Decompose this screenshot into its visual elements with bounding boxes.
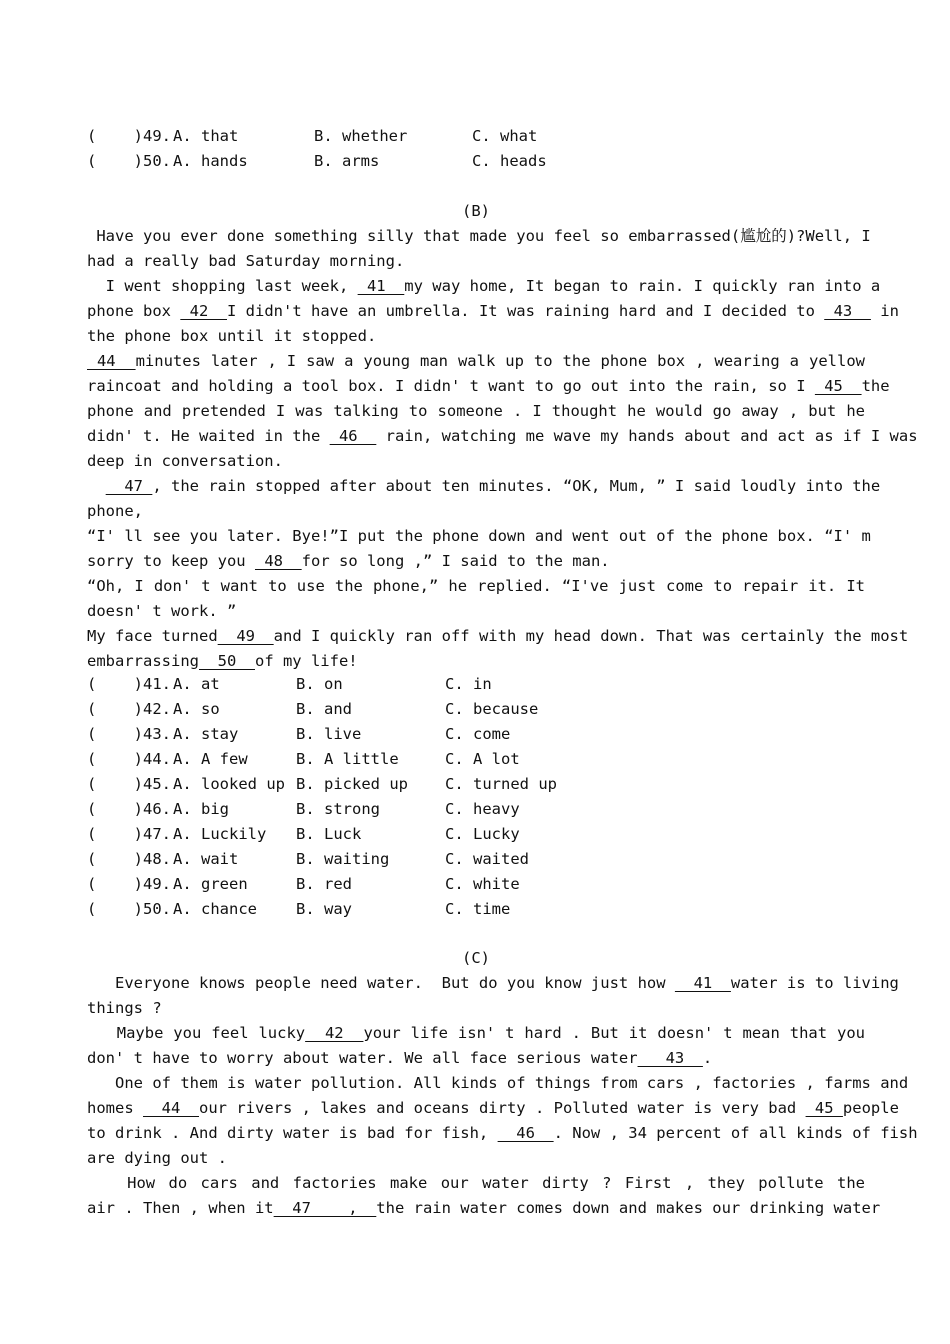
question-number: ( )49. — [87, 875, 171, 893]
option-a: A. A few — [173, 750, 248, 768]
option-c: C. in — [445, 675, 492, 693]
passage-line: “Oh, I don' t want to use the phone,” he replied. “I've just come to repair it. It — [87, 577, 865, 595]
passage-line: I went shopping last week, 41 my way home, It began to rain. I quickly ran into a — [87, 277, 881, 295]
option-b: B. on — [296, 675, 343, 693]
passage-line: phone and pretended I was talking to someone . I thought he would go away , but he — [87, 402, 865, 420]
option-row — [87, 847, 865, 872]
option-a: A. looked up — [173, 775, 285, 793]
option-row — [87, 897, 865, 922]
question-number: ( )46. — [87, 800, 171, 818]
option-a: A. so — [173, 700, 220, 718]
blank-43: 43 — [824, 302, 871, 320]
blank-48: 48 — [254, 552, 302, 570]
blank-44: 44 — [143, 1099, 199, 1117]
option-row — [87, 797, 865, 822]
option-c: C. time — [445, 900, 511, 918]
option-b: B. A little — [296, 750, 399, 768]
option-a: A. at — [173, 675, 220, 693]
section-b-heading: (B) — [462, 202, 490, 220]
option-row: ( )49. A. that B. whether C. what — [87, 127, 538, 145]
question-number: ( )48. — [87, 850, 171, 868]
option-c: C. because — [445, 700, 539, 718]
option-row — [87, 747, 865, 772]
passage-line: didn' t. He waited in the 46 rain, watching me wave my hands about and act as if I was — [87, 427, 918, 445]
passage-line: My face turned 49 and I quickly ran off with my head down. That was certainly the most — [87, 627, 909, 645]
option-row: ( )50. A. hands B. arms C. heads — [87, 152, 547, 170]
passage-line: the phone box until it stopped. — [87, 327, 377, 345]
question-number: ( )43. — [87, 725, 171, 743]
blank-47: 47 , — [273, 1199, 377, 1217]
passage-line: Have you ever done something silly that made you feel so embarrassed(尴尬的)?Well, I — [87, 227, 871, 245]
passage-line: deep in conversation. — [87, 452, 283, 470]
option-row — [87, 672, 865, 697]
option-c: C. waited — [445, 850, 529, 868]
option-c: C. Lucky — [445, 825, 520, 843]
option-a: A. wait — [173, 850, 239, 868]
option-b: B. way — [296, 900, 352, 918]
option-a: A. chance — [173, 900, 257, 918]
option-c: C. heavy — [445, 800, 520, 818]
blank-49: 49 — [217, 627, 274, 645]
question-number: ( )41. — [87, 675, 171, 693]
passage-line: phone, — [87, 502, 143, 520]
passage-line: air . Then , when it 47 , the rain water comes down and makes our drinking water — [87, 1199, 881, 1217]
option-a: A. green — [173, 875, 248, 893]
option-a: A. Luckily — [173, 825, 267, 843]
passage-line: phone box 42 I didn't have an umbrella. It was raining hard and I decided to 43 in — [87, 302, 899, 320]
option-b: B. and — [296, 700, 352, 718]
option-b: B. Luck — [296, 825, 362, 843]
blank-45: 45 — [805, 1099, 843, 1117]
passage-line: How do cars and factories make our water dirty ? First , they pollute the — [87, 1174, 865, 1192]
option-b: B. red — [296, 875, 352, 893]
passage-line: had a really bad Saturday morning. — [87, 252, 405, 270]
option-row — [87, 722, 865, 747]
question-number: ( )47. — [87, 825, 171, 843]
passage-line: Everyone knows people need water. But do you know just how 41 water is to living — [87, 974, 899, 992]
passage-line: raincoat and holding a tool box. I didn' t want to go out into the rain, so I 45 the — [87, 377, 890, 395]
blank-41: 41 — [674, 974, 731, 992]
blank-50: 50 — [198, 652, 255, 670]
option-c: C. white — [445, 875, 520, 893]
blank-45: 45 — [814, 377, 862, 395]
option-b: B. live — [296, 725, 362, 743]
passage-line: doesn' t work. ” — [87, 602, 237, 620]
section-c-heading: (C) — [462, 949, 490, 967]
blank-47: 47 — [105, 477, 153, 495]
option-b: B. waiting — [296, 850, 390, 868]
blank-46: 46 — [497, 1124, 554, 1142]
passage-line: are dying out . — [87, 1149, 227, 1167]
option-c: C. come — [445, 725, 511, 743]
passage-line: things ? — [87, 999, 162, 1017]
option-b: B. picked up — [296, 775, 408, 793]
option-row — [87, 872, 865, 897]
option-row — [87, 697, 865, 722]
passage-line: Maybe you feel lucky 42 your life isn' t hard . But it doesn' t mean that you — [87, 1024, 865, 1042]
question-number: ( )42. — [87, 700, 171, 718]
passage-line: 47 , the rain stopped after about ten minutes. “OK, Mum, ” I said loudly into the — [105, 477, 881, 495]
passage-line: sorry to keep you 48 for so long ,” I said to the man. — [87, 552, 610, 570]
blank-43: _ 43 — [637, 1049, 703, 1067]
passage-line: embarrassing 50 of my life! — [87, 652, 358, 670]
question-number: ( )45. — [87, 775, 171, 793]
passage-line: to drink . And dirty water is bad for fish, 46 . Now , 34 percent of all kinds of fish — [87, 1124, 918, 1142]
blank-42: 42 — [180, 302, 227, 320]
question-number: ( )50. — [87, 900, 171, 918]
passage-line: 44 minutes later , I saw a young man walk up to the phone box , wearing a yellow — [87, 352, 865, 370]
option-a: A. big — [173, 800, 229, 818]
passage-line: homes 44 our rivers , lakes and oceans dirty . Polluted water is very bad 45 people — [87, 1099, 899, 1117]
question-number: ( )44. — [87, 750, 171, 768]
passage-line: “I' ll see you later. Bye!”I put the phone down and went out of the phone box. “I' m — [87, 527, 871, 545]
passage-line: One of them is water pollution. All kinds of things from cars , factories , farms and — [87, 1074, 909, 1092]
option-c: C. A lot — [445, 750, 520, 768]
blank-44: 44 — [87, 352, 136, 370]
blank-41: 41 — [357, 277, 405, 295]
option-b: B. strong — [296, 800, 380, 818]
option-row — [87, 772, 865, 797]
passage-line: don' t have to worry about water. We all face serious water_ 43 . — [87, 1049, 713, 1067]
option-row — [87, 822, 865, 847]
blank-46: 46 — [329, 427, 377, 445]
option-a: A. stay — [173, 725, 239, 743]
option-c: C. turned up — [445, 775, 557, 793]
blank-42: 42 — [305, 1024, 364, 1042]
